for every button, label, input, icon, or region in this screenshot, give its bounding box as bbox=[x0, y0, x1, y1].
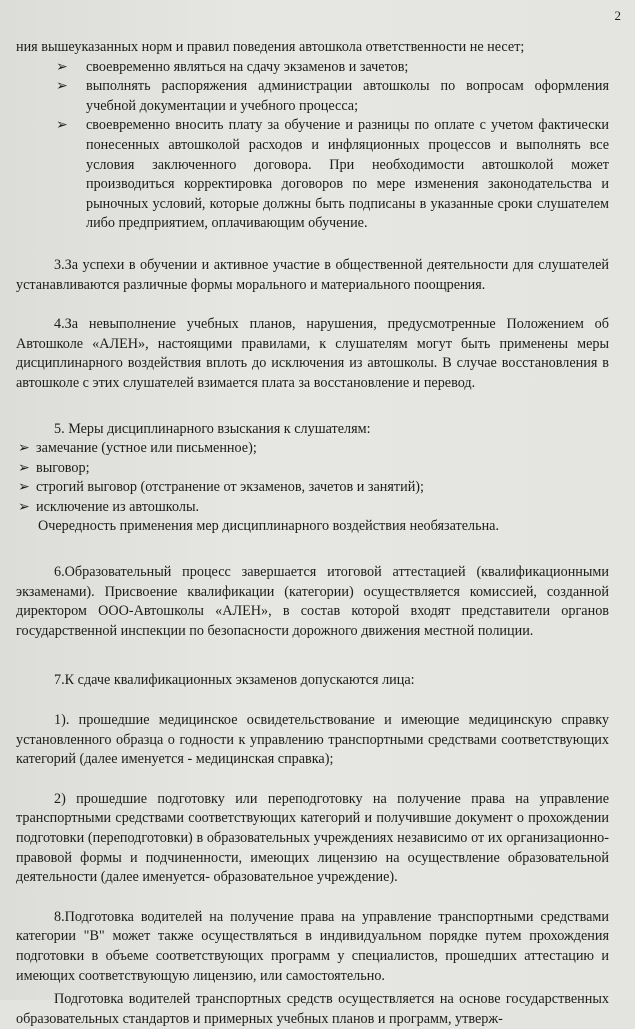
arrow-bullet-icon: ➢ bbox=[18, 479, 30, 496]
list-item: ➢ своевременно являться на сдачу экзаменов и зачетов; bbox=[16, 58, 609, 78]
paragraph-7-item-2: 2) прошедшие подготовку или переподготовку на получение права на управление транспортными средствами соответствующих категорий и получившие документ о прохождении подготовки (переподготовки) в образовательных учреждениях независимо от их организационно- правовой формы и подчиненности, имеющих лицензию на осуществление образовательной деятельности (далее именуется- образовательное учреждение). bbox=[16, 790, 609, 886]
list-item: ➢ выполнять распоряжения администрации автошколы по вопросам оформления учебной документации и учебного процесса; bbox=[56, 78, 609, 114]
arrow-bullet-icon: ➢ bbox=[56, 58, 68, 75]
list-item: ➢ исключение из автошколы. bbox=[16, 498, 609, 518]
paragraph-4: 4.За невыполнение учебных планов, нарушения, предусмотренные Положением об Автошколе «АЛЕН», настоящими правилами, к слушателям могут быть применены меры дисциплинарного воздействия вплоть до исключения из автошколы. В случае восстановления в автошколе с этих слушателей взимается плата за восстановление и перевод. bbox=[16, 316, 609, 391]
duties-list bbox=[16, 58, 609, 234]
list-item: ➢ своевременно вносить плату за обучение и разницы по оплате с учетом фактически понесенных автошколой расходов и инфляционных процессов и выполнять все условия заключенного договора. При необходимости автошколой может производиться корректировка договоров по мере изменения законодательства и рыночных условий, которые должны быть подписаны в указанные сроки слушателем либо предприятием, оплачивающим обучение. bbox=[56, 117, 609, 232]
arrow-bullet-icon: ➢ bbox=[18, 440, 30, 457]
arrow-bullet-icon: ➢ bbox=[18, 498, 30, 515]
list-item: ➢ замечание (устное или письменное); bbox=[16, 439, 609, 459]
paragraph-5-heading: 5. Меры дисциплинарного взыскания к слушателям: bbox=[54, 420, 371, 437]
penalties-list bbox=[16, 439, 609, 517]
paragraph-8: 8.Подготовка водителей на получение права на управление транспортными средствами категории "В" может также осуществляться в индивидуальном порядке путем прохождения подготовки в объеме соответствующих программ у специалистов, прошедших аттестацию и имеющих соответствующую лицензию, или самостоятельно. bbox=[16, 908, 609, 984]
page-number: 2 bbox=[614, 8, 621, 23]
duties-continuation: При необходимости автошколой может производиться корректировка договоров по мере изменения законодательства и рыночных условий, которые должны быть подписаны в указанные сроки слушателем либо предприятием, оплачивающим обучение. bbox=[86, 156, 609, 232]
paragraph-3: 3.За успехи в обучении и активное участие в общественной деятельности для слушателей устанавливаются различные формы морального и материального поощрения. bbox=[16, 256, 609, 293]
list-item: ➢ выговор; bbox=[16, 459, 609, 479]
paragraph-7-heading: 7.К сдаче квалификационных экзаменов допускаются лица: bbox=[54, 672, 415, 689]
paragraph-9: Подготовка водителей транспортных средств осуществляется на основе государственных образовательных стандартов и примерных учебных планов и программ, утверж- bbox=[16, 991, 609, 1027]
arrow-bullet-icon: ➢ bbox=[56, 117, 68, 134]
arrow-bullet-icon: ➢ bbox=[56, 78, 68, 95]
paragraph-6: 6.Образовательный процесс завершается итоговой аттестацией (квалификационными экзаменами). Присвоение квалификации (категории) осуществляется комиссией, созданной директором ООО-Автошколы «АЛЕН», в состав которой входят представители органов государственной инспекции по безопасности дорожного движения местной полиции. bbox=[16, 564, 609, 639]
list-item: ➢ строгий выговор (отстранение от экзаменов, зачетов и занятий); bbox=[16, 478, 609, 498]
intro-line: ния вышеуказанных норм и правил поведения автошкола ответственности не несет; bbox=[16, 39, 525, 55]
penalties-note: Очередность применения мер дисциплинарного воздействия необязательна. bbox=[38, 518, 500, 535]
arrow-bullet-icon: ➢ bbox=[18, 459, 30, 476]
paragraph-7-item-1: 1). прошедшие медицинское освидетельствование и имеющие медицинскую справку установленного образца о годности к управлению транспортными средствами соответствующих категорий (далее именуется - медицинская справка); bbox=[16, 712, 609, 768]
